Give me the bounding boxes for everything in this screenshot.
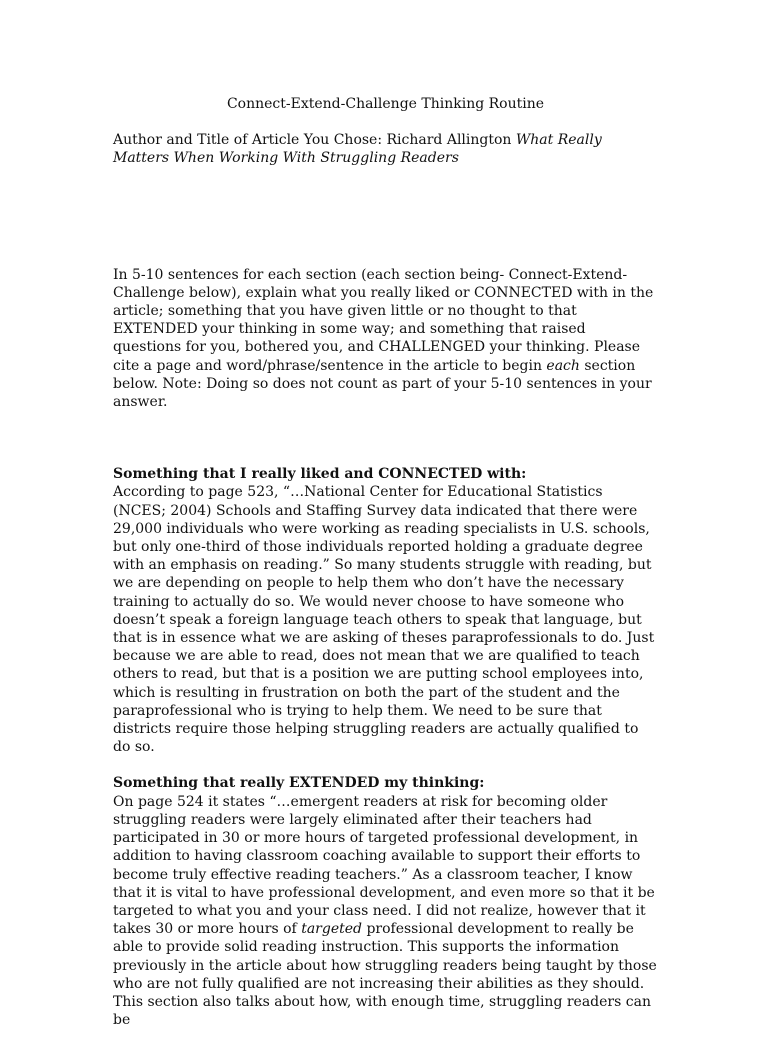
connect-section (113, 465, 658, 756)
extend-section (113, 774, 658, 1029)
extend-body-part2: professional development to really be able to provide solid reading instruction. This supports the information previously in the article about how struggling readers being taught by those who are not fully qualified are not increasing their abilities as they should. This section also talks about how, with enough time, struggling readers can be (113, 921, 657, 1029)
article-title: What Really Matters When Working With Struggling Readers (113, 132, 602, 167)
connect-heading: Something that I really liked and CONNECTED with: (113, 466, 527, 483)
document-page (113, 95, 658, 1047)
extend-body (113, 793, 658, 1030)
extend-body-emphasis: targeted (301, 921, 362, 938)
connect-body: According to page 523, “…National Center for Educational Statistics (NCES; 2004) Schools and Staffing Survey data indicated that there were 29,000 individuals who were working as reading specialists in U.S. schools, but only one-third of those individuals reported holding a graduate degree with an emphasis on reading.” So many students struggle with reading, but we are depending on people to help them who don’t have the necessary training to actually do so. We would never choose to have someone who doesn’t speak a foreign language teach others to speak that language, but that is in essence what we are asking of theses paraprofessionals to do. Just because we are able to read, does not mean that we are qualified to teach others to read, but that is a position we are putting school employees into, which is resulting in frustration on both the part of the student and the paraprofessional who is trying to help them. We need to be sure that districts require those helping struggling readers are actually qualified to do so. (113, 484, 655, 756)
instructions-emphasis: each (546, 357, 580, 374)
author-prefix: Author and Title of Article You Chose: Richard Allington (113, 132, 516, 149)
extend-heading: Something that really EXTENDED my thinking: (113, 775, 485, 792)
extend-body-part1: On page 524 it states “…emergent readers at risk for becoming older struggling readers were largely eliminated after their teachers had participated in 30 or more hours of targeted professional development, in addition to having classroom coaching available to support their efforts to become truly effective reading teachers.” As a classroom teacher, I know that it is vital to have professional development, and even more so that it be targeted to what you and your class need. I did not realize, however that it takes 30 or more hours of (113, 793, 655, 938)
instructions-part2: section below. Note: Doing so does not count as part of your 5-10 sentences in your answer. (113, 357, 652, 411)
instructions-part1: In 5-10 sentences for each section (each section being- Connect-Extend-Challenge below), explain what you really liked or CONNECTED with in the article; something that you have given little or no thought to that EXTENDED your thinking in some way; and something that raised questions for you, bothered you, and CHALLENGED your thinking. Please cite a page and word/phrase/sentence in the article to begin (113, 266, 654, 374)
author-line (113, 131, 658, 167)
instructions-paragraph (113, 266, 658, 412)
document-title: Connect-Extend-Challenge Thinking Routine (226, 96, 545, 112)
